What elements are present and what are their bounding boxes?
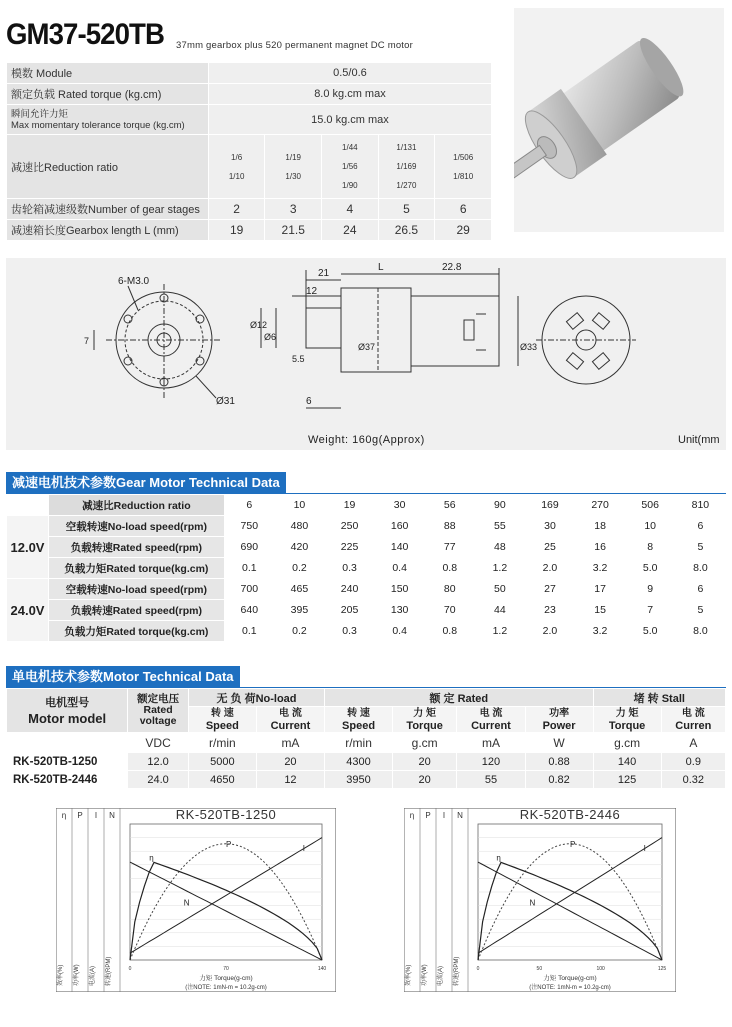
- curve-label: η: [496, 853, 501, 863]
- chart-frame: [404, 808, 676, 992]
- module-label: 模数 Module: [7, 63, 209, 84]
- y-axis-label: 功率(W): [74, 964, 80, 986]
- motor-model-name: RK-520TB-1250: [7, 753, 128, 771]
- gear-cell: 23: [525, 600, 575, 621]
- gear-row: [7, 537, 726, 558]
- curve-label: P: [226, 840, 232, 850]
- stage-value: 3: [265, 199, 322, 220]
- gear-cell: 8: [625, 537, 675, 558]
- curve-label: N: [529, 898, 536, 908]
- length-value: 21.5: [265, 220, 322, 241]
- technical-drawing: [6, 258, 726, 450]
- dim-L: L: [378, 262, 384, 273]
- gear-row: [7, 558, 726, 579]
- gear-row: [7, 579, 726, 600]
- screw-label: 6-M3.0: [118, 276, 150, 287]
- unit-cell: VDC: [128, 733, 189, 753]
- ratio-cell: 6: [224, 495, 274, 516]
- gear-row-label: 负载转速Rated speed(rpm): [48, 537, 224, 558]
- curve-label: I: [643, 844, 646, 854]
- dimension-drawing: [6, 258, 726, 450]
- gear-cell: 0.8: [425, 558, 475, 579]
- gear-cell: 8.0: [675, 621, 725, 642]
- blank-cell: [7, 733, 128, 753]
- gear-cell: 55: [475, 516, 525, 537]
- motor-subheader: 转 速 Speed: [188, 707, 256, 733]
- unit-cell: A: [661, 733, 725, 753]
- ratio-group: 1/44 1/56 1/90: [322, 135, 378, 199]
- ratio-group: 1/6 1/10: [208, 135, 264, 199]
- stage-value: 5: [378, 199, 435, 220]
- ratio-group: 1/19 1/30: [265, 135, 322, 199]
- gear-row: [7, 516, 726, 537]
- model-title: GM37-520TB: [6, 18, 164, 51]
- gear-cell: 0.8: [425, 621, 475, 642]
- motor-cell: 20: [393, 753, 457, 771]
- gear-cell: 15: [575, 600, 625, 621]
- unit-cell: g.cm: [393, 733, 457, 753]
- motor-cell: 5000: [188, 753, 256, 771]
- noload-header: 无 负 荷No-load: [188, 689, 324, 707]
- unit-cell: r/min: [325, 733, 393, 753]
- ratio-cell: 10: [274, 495, 324, 516]
- gear-cell: 7: [625, 600, 675, 621]
- x-tick-label: 140: [317, 966, 327, 972]
- moment-label-en: Max momentary tolerance torque (kg.cm): [11, 119, 185, 131]
- column-head: N: [457, 811, 463, 820]
- motor-subheader: 力 矩 Torque: [393, 707, 457, 733]
- gear-cell: 9: [625, 579, 675, 600]
- x-axis-label: 力矩 Torque(g-cm): [543, 975, 597, 982]
- column-head: P: [425, 811, 431, 820]
- gear-data-table: [6, 494, 726, 642]
- unit-cell: mA: [457, 733, 525, 753]
- motor-cell: 20: [393, 771, 457, 789]
- dim-d31: Ø31: [216, 396, 235, 407]
- length-value: 29: [435, 220, 492, 241]
- motor-cell: 120: [457, 753, 525, 771]
- motor-row: [7, 771, 726, 789]
- gear-cell: 700: [224, 579, 274, 600]
- gear-cell: 0.1: [224, 558, 274, 579]
- x-tick-label: 0: [476, 966, 480, 972]
- gear-cell: 0.4: [375, 558, 425, 579]
- gear-cell: 0.2: [274, 621, 324, 642]
- model-header: 电机型号 Motor model: [7, 689, 128, 733]
- motor-cell: 12: [256, 771, 324, 789]
- dim-21: 21: [318, 268, 330, 279]
- moment-value: 15.0 kg.cm max: [208, 105, 491, 135]
- ratio-row-label: 减速比Reduction ratio: [48, 495, 224, 516]
- gear-cell: 0.2: [274, 558, 324, 579]
- gear-cell: 8.0: [675, 558, 725, 579]
- motor-section-title: 单电机技术参数Motor Technical Data: [6, 666, 240, 688]
- y-axis-label: 电流(A): [438, 966, 444, 986]
- gear-cell: 750: [224, 516, 274, 537]
- x-tick-label: 100: [596, 966, 605, 972]
- moment-label-cn: 瞬间允许力矩: [11, 108, 69, 120]
- gear-row-label: 负载转速Rated speed(rpm): [48, 600, 224, 621]
- dim-d12: Ø12: [250, 320, 268, 330]
- voltage-label: 24.0V: [7, 579, 49, 642]
- gear-cell: 25: [525, 537, 575, 558]
- x-tick-label: 125: [657, 966, 667, 972]
- y-axis-label: 效率(%): [58, 964, 64, 986]
- gear-cell: 27: [525, 579, 575, 600]
- motor-cell: 4650: [188, 771, 256, 789]
- stage-value: 6: [435, 199, 492, 220]
- chart-title: RK-520TB-2446: [519, 808, 621, 822]
- chart-note: (注NOTE: 1mN-m = 10.2g-cm): [185, 985, 267, 991]
- motor-section-header: [6, 666, 240, 688]
- length-value: 24: [322, 220, 378, 241]
- gear-cell: 5: [675, 600, 725, 621]
- dim-22-8: 22.8: [442, 262, 462, 273]
- gear-cell: 240: [324, 579, 374, 600]
- gear-cell: 465: [274, 579, 324, 600]
- ratio-cell: 169: [525, 495, 575, 516]
- motor-subheader: 电 流 Curren: [661, 707, 725, 733]
- gear-cell: 48: [475, 537, 525, 558]
- motor-row: [7, 753, 726, 771]
- gear-cell: 16: [575, 537, 625, 558]
- torque-label: 额定负载 Rated torque (kg.cm): [7, 84, 209, 105]
- column-head: I: [94, 811, 98, 820]
- dim-7: 7: [84, 336, 90, 346]
- gear-row-label: 空载转速No-load speed(rpm): [48, 516, 224, 537]
- gear-cell: 0.3: [324, 621, 374, 642]
- rated-voltage-header: 额定电压 Rated voltage: [128, 689, 189, 733]
- gear-cell: 6: [675, 516, 725, 537]
- gear-cell: 2.0: [525, 621, 575, 642]
- ratio-cell: 19: [324, 495, 374, 516]
- gear-cell: 77: [425, 537, 475, 558]
- motor-cell: 12.0: [128, 753, 189, 771]
- gear-cell: 80: [425, 579, 475, 600]
- motor-subheader: 电 流 Current: [256, 707, 324, 733]
- gear-cell: 10: [625, 516, 675, 537]
- chart-title: RK-520TB-1250: [175, 808, 277, 822]
- motor-cell: 4300: [325, 753, 393, 771]
- ratio-group: 1/131 1/169 1/270: [378, 135, 435, 199]
- module-value: 0.5/0.6: [208, 63, 491, 84]
- unit-cell: g.cm: [593, 733, 661, 753]
- gear-cell: 70: [425, 600, 475, 621]
- gear-cell: 88: [425, 516, 475, 537]
- column-head: P: [77, 811, 83, 820]
- motor-subheader: 电 流 Current: [457, 707, 525, 733]
- gear-cell: 0.4: [375, 621, 425, 642]
- x-tick-label: 0: [128, 966, 132, 972]
- motor-cell: 0.88: [525, 753, 593, 771]
- chart-note: (注NOTE: 1mN-m = 10.2g-cm): [529, 985, 611, 991]
- ratio-cell: 810: [675, 495, 725, 516]
- motor-cell: 55: [457, 771, 525, 789]
- motor-cell: 140: [593, 753, 661, 771]
- x-tick-label: 50: [536, 966, 543, 972]
- ratio-cell: 56: [425, 495, 475, 516]
- gear-cell: 205: [324, 600, 374, 621]
- motor-cell: 0.32: [661, 771, 725, 789]
- length-value: 19: [208, 220, 264, 241]
- motor-cell: 24.0: [128, 771, 189, 789]
- gear-cell: 5: [675, 537, 725, 558]
- stages-label: 齿轮箱减速级数Number of gear stages: [7, 199, 209, 220]
- gear-cell: 480: [274, 516, 324, 537]
- gear-cell: 5.0: [625, 558, 675, 579]
- gear-cell: 0.1: [224, 621, 274, 642]
- gear-row-label: 负载力矩Rated torque(kg.cm): [48, 621, 224, 642]
- voltage-label: 12.0V: [7, 516, 49, 579]
- gear-cell: 6: [675, 579, 725, 600]
- gear-cell: 225: [324, 537, 374, 558]
- gear-row: [7, 600, 726, 621]
- curve-label: I: [302, 844, 306, 854]
- gear-cell: 395: [274, 600, 324, 621]
- gear-section-title: 减速电机技术参数Gear Motor Technical Data: [6, 472, 286, 494]
- unit-cell: W: [525, 733, 593, 753]
- gear-cell: 0.3: [324, 558, 374, 579]
- length-label: 减速箱长度Gearbox length L (mm): [7, 220, 209, 241]
- curve-label: η: [149, 853, 154, 863]
- ratio-cell: 506: [625, 495, 675, 516]
- motor-model-name: RK-520TB-2446: [7, 771, 128, 789]
- motor-cell: 0.9: [661, 753, 725, 771]
- y-axis-label: 效率(%): [406, 964, 412, 986]
- gear-cell: 3.2: [575, 558, 625, 579]
- gear-cell: 30: [525, 516, 575, 537]
- gear-cell: 160: [375, 516, 425, 537]
- gear-row-label: 空载转速No-load speed(rpm): [48, 579, 224, 600]
- motor-subheader: 力 矩 Torque: [593, 707, 661, 733]
- motor-subheader: 转 速 Speed: [325, 707, 393, 733]
- gear-motor-illustration: [514, 8, 724, 232]
- gear-cell: 3.2: [575, 621, 625, 642]
- unit-cell: mA: [256, 733, 324, 753]
- performance-chart-1250: [56, 808, 336, 992]
- rated-header: 额 定 Rated: [325, 689, 593, 707]
- motor-data-table: [6, 688, 726, 789]
- performance-chart-2446: [404, 808, 676, 992]
- ratio-label: 减速比Reduction ratio: [7, 135, 209, 199]
- stall-header: 堵 转 Stall: [593, 689, 725, 707]
- dim-d33: Ø33: [520, 342, 538, 352]
- y-axis-label: 转速(RPM): [106, 956, 112, 986]
- gear-cell: 50: [475, 579, 525, 600]
- x-axis-label: 力矩 Torque(g-cm): [199, 975, 253, 982]
- chart-frame: [56, 808, 336, 992]
- stage-value: 4: [322, 199, 378, 220]
- motor-cell: 3950: [325, 771, 393, 789]
- dim-d6: Ø6: [264, 332, 277, 342]
- ratio-cell: 30: [375, 495, 425, 516]
- gear-cell: 18: [575, 516, 625, 537]
- motor-cell: 20: [256, 753, 324, 771]
- gear-cell: 17: [575, 579, 625, 600]
- gear-cell: 640: [224, 600, 274, 621]
- spec-table: [6, 62, 492, 241]
- gear-cell: 2.0: [525, 558, 575, 579]
- gear-cell: 140: [375, 537, 425, 558]
- y-axis-label: 转速(RPM): [454, 956, 460, 986]
- dim-5-5: 5.5: [292, 354, 305, 364]
- gear-row: [7, 621, 726, 642]
- gear-cell: 1.2: [475, 621, 525, 642]
- ratio-group: 1/506 1/810: [435, 135, 492, 199]
- y-axis-label: 电流(A): [90, 966, 96, 986]
- gear-row-label: 负载力矩Rated torque(kg.cm): [48, 558, 224, 579]
- product-photo: [514, 8, 724, 232]
- gear-cell: 1.2: [475, 558, 525, 579]
- gear-cell: 150: [375, 579, 425, 600]
- column-head: η: [61, 811, 67, 820]
- curve-label: P: [570, 840, 576, 850]
- chart-svg: [404, 808, 676, 992]
- x-tick-label: 70: [223, 966, 229, 972]
- y-axis-label: 功率(W): [422, 964, 428, 986]
- gear-section-header: [6, 472, 286, 494]
- column-head: I: [442, 811, 446, 820]
- unit-cell: r/min: [188, 733, 256, 753]
- motor-subheader: 功率 Power: [525, 707, 593, 733]
- unit-label: Unit(mm: [678, 434, 720, 446]
- motor-cell: 125: [593, 771, 661, 789]
- gear-cell: 420: [274, 537, 324, 558]
- torque-value: 8.0 kg.cm max: [208, 84, 491, 105]
- model-subtitle: 37mm gearbox plus 520 permanent magnet DC motor: [176, 40, 413, 51]
- gear-cell: 5.0: [625, 621, 675, 642]
- weight-label: Weight: 160g(Approx): [308, 434, 425, 446]
- column-head: η: [409, 811, 415, 820]
- gear-cell: 690: [224, 537, 274, 558]
- motor-cell: 0.82: [525, 771, 593, 789]
- ratio-cell: 90: [475, 495, 525, 516]
- ratio-cell: 270: [575, 495, 625, 516]
- moment-label: [7, 105, 209, 135]
- chart-svg: [56, 808, 336, 992]
- gear-cell: 250: [324, 516, 374, 537]
- curve-label: N: [183, 898, 190, 908]
- dim-d37: Ø37: [358, 342, 376, 352]
- column-head: N: [109, 811, 115, 820]
- gear-cell: 44: [475, 600, 525, 621]
- length-value: 26.5: [378, 220, 435, 241]
- stage-value: 2: [208, 199, 264, 220]
- gear-cell: 130: [375, 600, 425, 621]
- dim-6: 6: [306, 396, 312, 407]
- dim-12: 12: [306, 286, 318, 297]
